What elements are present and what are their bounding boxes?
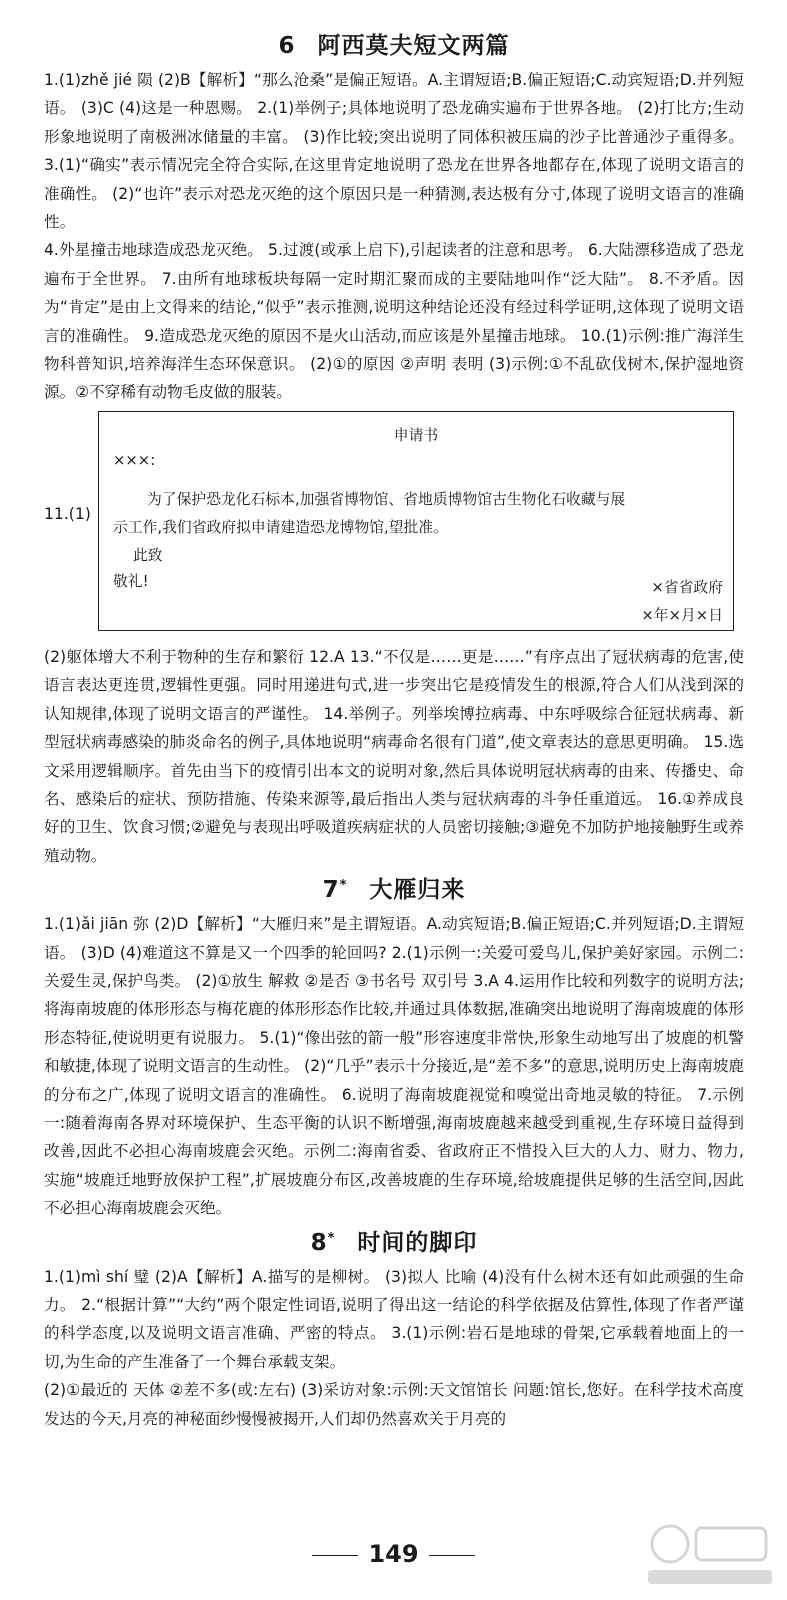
page-number-right-rule [429, 1555, 475, 1556]
page-number-value: 149 [368, 1540, 419, 1568]
watermark-logo [640, 1520, 780, 1590]
answer-page [44, 30, 744, 1433]
section-7-heading [44, 874, 744, 906]
letter-closing-2: 敬礼! [113, 572, 149, 590]
section-6-title: 阿西莫夫短文两篇 [317, 33, 510, 59]
letter-closing-1: 此致 [133, 546, 163, 564]
page-number-left-rule [312, 1555, 358, 1556]
section-6-number: 6 [278, 33, 296, 59]
letter-signer: ×省省政府 [651, 578, 723, 596]
q11-label: 11.(1) [44, 504, 91, 523]
section-6-answers-part1: 1.(1)zhě jié 陨 (2)B【解析】“那么沧桑”是偏正短语。A.主谓短语;B.偏正短语;C.动宾短语;D.并列短语。 (3)C (4)这是一种恩赐。 2.(1)举例子;具体地说明了恐龙确实遍布于世界各地。 (2)打比方;生动形象地说明了南极洲冰储量的丰富。 (3)作比较;突出说明了同体积被压扁的沙子比普通沙子重得多。 3.(1)“确实”表示情况完全符合实际,在这里肯定地说明了恐龙在世界各地都存在,体现了说明文语言的准确性。 (2)“也许”表示对恐龙灭绝的这个原因只是一种猜测,表达极有分寸,体现了说明文语言的准确性。 [44, 71, 744, 232]
letter-title: 申请书 [393, 426, 439, 444]
section-8-number: 8 [310, 1229, 328, 1256]
section-8-answers-part1: 1.(1)mì shí 璧 (2)A【解析】A.描写的是柳树。 (3)拟人 比喻 (4)没有什么树木还有如此顽强的生命力。 2.“根据计算”“大约”两个限定性词语,说明了得出这一结论的科学依据及估算性,体现了作者严谨的科学态度,以及说明文语言准确、严密的特点。 3.(1)示例:岩石是地球的骨架,它承载着地面上的一切,为生命的产生准备了一个舞台承载支架。 [44, 1267, 744, 1371]
letter-body-line2: 示工作,我们省政府拟申请建造恐龙博物馆,望批准。 [113, 518, 448, 536]
letter-body-line1: 为了保护恐龙化石标本,加强省博物馆、省地质博物馆古生物化石收藏与展 [147, 490, 626, 508]
section-7-star: * [339, 878, 348, 894]
section-6-answers-part3: (2)躯体增大不利于物种的生存和繁衍 12.A 13.“不仅是……更是……”有序点出了冠状病毒的危害,使语言表达更连贯,逻辑性更强。同时用递进句式,进一步突出它是疫情发生的根源,符合人们从浅到深的认知规律,体现了说明文语言的严谨性。 14.举例子。列举埃博拉病毒、中东呼吸综合征冠状病毒、新型冠状病毒感染的肺炎命名的例子,具体地说明“病毒命名很有门道”,使文章表达的意思更明确。 15.选文采用逻辑顺序。首先由当下的疫情引出本文的说明对象,然后具体说明冠状病毒的由来、传播史、命名、感染后的症状、预防措施、传染来源等,最后指出人类与冠状病毒的斗争任重道远。 16.①养成良好的卫生、饮食习惯;②避免与表现出呼吸道疾病症状的人员密切接触;③避免不加防护地接触野生或养殖动物。 [44, 647, 744, 865]
application-letter-box [98, 411, 734, 631]
section-8-star: * [327, 1230, 336, 1246]
section-8-answers-part2: (2)①最近的 天体 ②差不多(或:左右) (3)采访对象:示例:天文馆馆长 问题:馆长,您好。在科学技术高度发达的今天,月亮的神秘面纱慢慢被揭开,人们却仍然喜欢关于月亮的 [44, 1381, 744, 1428]
section-6-heading [44, 30, 744, 62]
section-8-heading [44, 1227, 744, 1259]
section-6-answers-part2: 4.外星撞击地球造成恐龙灭绝。 5.过渡(或承上启下),引起读者的注意和思考。 6.大陆漂移造成了恐龙遍布于全世界。 7.由所有地球板块每隔一定时期汇聚而成的主要陆地叫作“泛大陆”。 8.不矛盾。因为“肯定”是由上文得来的结论,“似乎”表示推测,说明这种结论还没有经过科学证明,这体现了说明文语言的准确性。 9.造成恐龙灭绝的原因不是火山活动,而应该是外星撞击地球。 10.(1)示例:推广海洋生物科普知识,培养海洋生态环保意识。 (2)①的原因 ②声明 表明 (3)示例:①不乱砍伐树木,保护湿地资源。②不穿稀有动物毛皮做的服装。 [44, 241, 744, 402]
section-7-number: 7 [322, 877, 340, 904]
q11-letter-block [44, 411, 744, 637]
section-8-title: 时间的脚印 [357, 1229, 478, 1256]
letter-salutation: ×××: [113, 451, 156, 469]
letter-date: ×年×月×日 [641, 606, 723, 624]
section-7-answers: 1.(1)ǎi jiān 弥 (2)D【解析】“大雁归来”是主谓短语。A.动宾短语;B.偏正短语;C.并列短语;D.主谓短语。 (3)D (4)难道这不算是又一个四季的轮回吗? 2.(1)示例一:关爱可爱鸟儿,保护美好家园。示例二:关爱生灵,保护鸟类。 (2)①放生 解救 ②是否 ③书名号 双引号 3.A 4.运用作比较和列数字的说明方法;将海南坡鹿的体形形态与梅花鹿的体形形态作比较,并通过具体数据,准确突出地说明了海南坡鹿的体形形态特征,使说明更有说服力。 5.(1)“像出弦的箭一般”形容速度非常快,形象生动地写出了坡鹿的机警和敏捷,体现了说明文语言的生动性。 (2)“几乎”表示十分接近,是“差不多”的意思,说明历史上海南坡鹿的分布之广,体现了说明文语言的准确性。 6.说明了海南坡鹿视觉和嗅觉出奇地灵敏的特征。 7.示例一:随着海南各界对环境保护、生态平衡的认识不断增强,海南坡鹿越来越受到重视,生存环境日益得到改善,因此不必担心海南坡鹿会灭绝。示例二:海南省委、省政府正不惜投入巨大的人力、财力、物力,实施“坡鹿迁地野放保护工程”,扩展坡鹿分布区,改善坡鹿的生存环境,给坡鹿提供足够的生活空间,因此不必担心海南坡鹿会灭绝。 [44, 915, 744, 1218]
section-7-title: 大雁归来 [369, 877, 466, 904]
